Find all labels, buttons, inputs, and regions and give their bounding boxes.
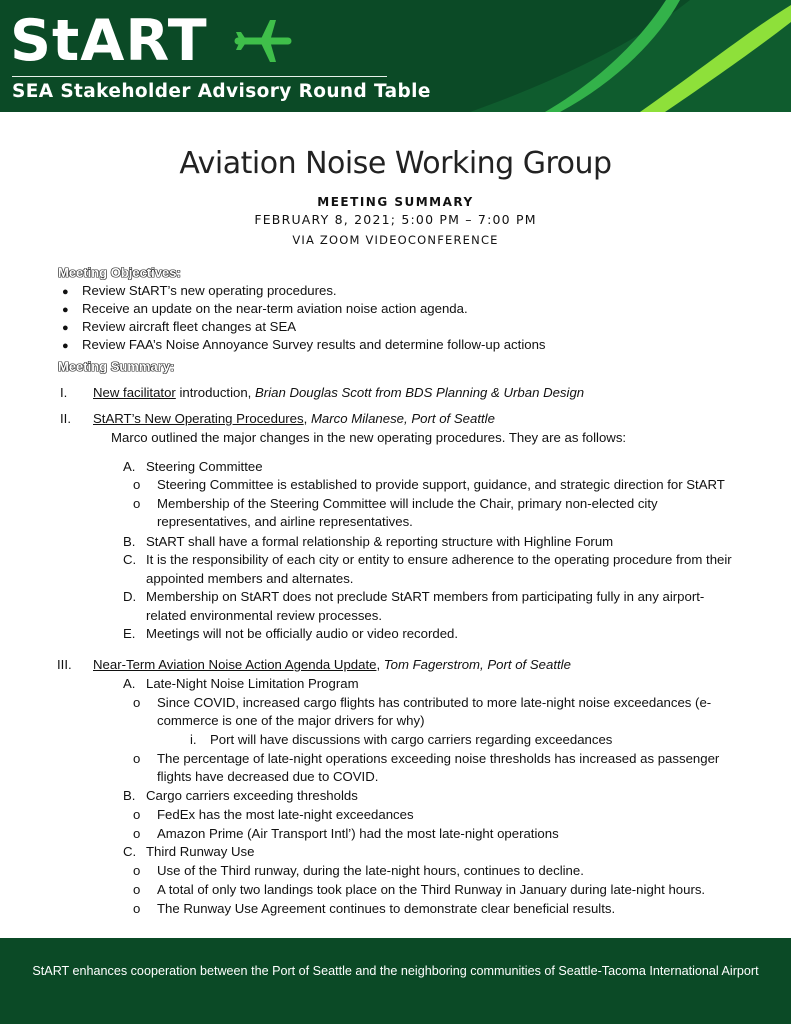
item-text: Steering Committee [146, 459, 263, 474]
item-letter: D. [123, 589, 137, 604]
item-number: i. [190, 732, 197, 747]
item-text: Since COVID, increased cargo flights has contributed to more late-night noise exceedances (e- [157, 695, 712, 710]
item-text: The Runway Use Agreement continues to demonstrate clear beneficial results. [157, 901, 616, 916]
meeting-summary-label: MEETING SUMMARY [317, 195, 474, 209]
objective-item: Review aircraft fleet changes at SEA [82, 319, 297, 334]
header-banner [0, 0, 791, 112]
circle-bullet-icon: o [133, 695, 141, 710]
item-text: Meetings will not be officially audio or video recorded. [146, 626, 459, 641]
section-2-heading [93, 410, 495, 428]
meeting-date: FEBRUARY 8, 2021; 5:00 PM – 7:00 PM [254, 212, 537, 227]
section-2-connector: , [303, 411, 311, 426]
circle-bullet-icon: o [133, 901, 141, 916]
item-letter: E. [123, 626, 136, 641]
circle-bullet-icon: o [133, 477, 141, 492]
item-text: Cargo carriers exceeding thresholds [146, 788, 358, 803]
item-text: Membership on StART does not preclude StART members from participating fully in any airport- [146, 589, 705, 604]
logo-wordmark: StART [10, 8, 208, 74]
item-text: It is the responsibility of each city or entity to ensure adherence to the operating procedure from their [146, 552, 732, 567]
logo-divider [12, 76, 387, 77]
circle-bullet-icon: o [133, 807, 141, 822]
organization-subtitle: SEA Stakeholder Advisory Round Table [12, 81, 431, 102]
bullet-icon: ● [62, 322, 69, 334]
section-3-connector: , [376, 657, 384, 672]
section-number: III. [57, 657, 72, 672]
item-text: Port will have discussions with cargo carriers regarding exceedances [210, 732, 613, 747]
bullet-icon: ● [62, 304, 69, 316]
section-3-heading [93, 656, 571, 674]
section-3-title: Near-Term Aviation Noise Action Agenda Update [93, 657, 377, 672]
item-letter: B. [123, 788, 136, 803]
summary-heading: Meeting Summary: [58, 359, 175, 374]
section-2-presenter: Marco Milanese, Port of Seattle [310, 411, 495, 426]
item-text: representatives, and airline representatives. [157, 514, 413, 529]
item-letter: C. [123, 552, 137, 567]
circle-bullet-icon: o [133, 826, 141, 841]
item-text: FedEx has the most late-night exceedances [157, 807, 414, 822]
item-text: The percentage of late-night operations exceeding noise thresholds has increased as passenger [157, 751, 720, 766]
item-text: Use of the Third runway, during the late-night hours, continues to decline. [157, 863, 584, 878]
item-text: Steering Committee is established to provide support, guidance, and strategic direction for StART [157, 477, 725, 492]
item-text: flights have decreased due to COVID. [157, 769, 379, 784]
bullet-icon: ● [62, 286, 69, 298]
objective-item: Review StART’s new operating procedures. [82, 283, 337, 298]
section-1-connector: introduction, [175, 385, 255, 400]
airplane-icon [232, 14, 294, 68]
item-letter: B. [123, 534, 136, 549]
bullet-icon: ● [62, 340, 69, 352]
item-letter: A. [123, 459, 136, 474]
objective-item: Receive an update on the near-term aviation noise action agenda. [82, 301, 468, 316]
section-3-presenter: Tom Fagerstrom, Port of Seattle [383, 657, 571, 672]
section-2-intro: Marco outlined the major changes in the new operating procedures. They are as follows: [111, 430, 627, 445]
circle-bullet-icon: o [133, 882, 141, 897]
objectives-heading: Meeting Objectives: [58, 265, 181, 280]
item-text: A total of only two landings took place on the Third Runway in January during late-night hours. [157, 882, 706, 897]
circle-bullet-icon: o [133, 751, 141, 766]
item-text: Membership of the Steering Committee will include the Chair, primary non-elected city [157, 496, 658, 511]
section-1-heading [93, 384, 584, 402]
objective-item: Review FAA’s Noise Annoyance Survey results and determine follow-up actions [82, 337, 546, 352]
circle-bullet-icon: o [133, 863, 141, 878]
document-title: Aviation Noise Working Group [179, 146, 612, 181]
section-number: I. [60, 385, 68, 400]
item-text: Amazon Prime (Air Transport Intl’) had the most late-night operations [157, 826, 559, 841]
item-text: Late-Night Noise Limitation Program [146, 676, 359, 691]
item-text: Third Runway Use [146, 844, 255, 859]
meeting-venue: VIA ZOOM VIDEOCONFERENCE [292, 233, 499, 247]
item-text: commerce is one of the major drivers for why) [157, 713, 425, 728]
item-letter: C. [123, 844, 137, 859]
section-number: II. [60, 411, 71, 426]
footer-banner [0, 938, 791, 1024]
section-1-presenter: Brian Douglas Scott from BDS Planning & Urban Design [255, 385, 585, 400]
item-text: appointed members and alternates. [146, 571, 354, 586]
item-text: StART shall have a formal relationship & reporting structure with Highline Forum [146, 534, 614, 549]
section-2-title: StART’s New Operating Procedures [93, 411, 304, 426]
footer-tagline: StART enhances cooperation between the Port of Seattle and the neighboring communities of Seattle-Tacoma International Airport [32, 964, 759, 978]
circle-bullet-icon: o [133, 496, 141, 511]
section-1-title: New facilitator [93, 385, 176, 400]
item-letter: A. [123, 676, 136, 691]
item-text: related environmental review processes. [146, 608, 383, 623]
